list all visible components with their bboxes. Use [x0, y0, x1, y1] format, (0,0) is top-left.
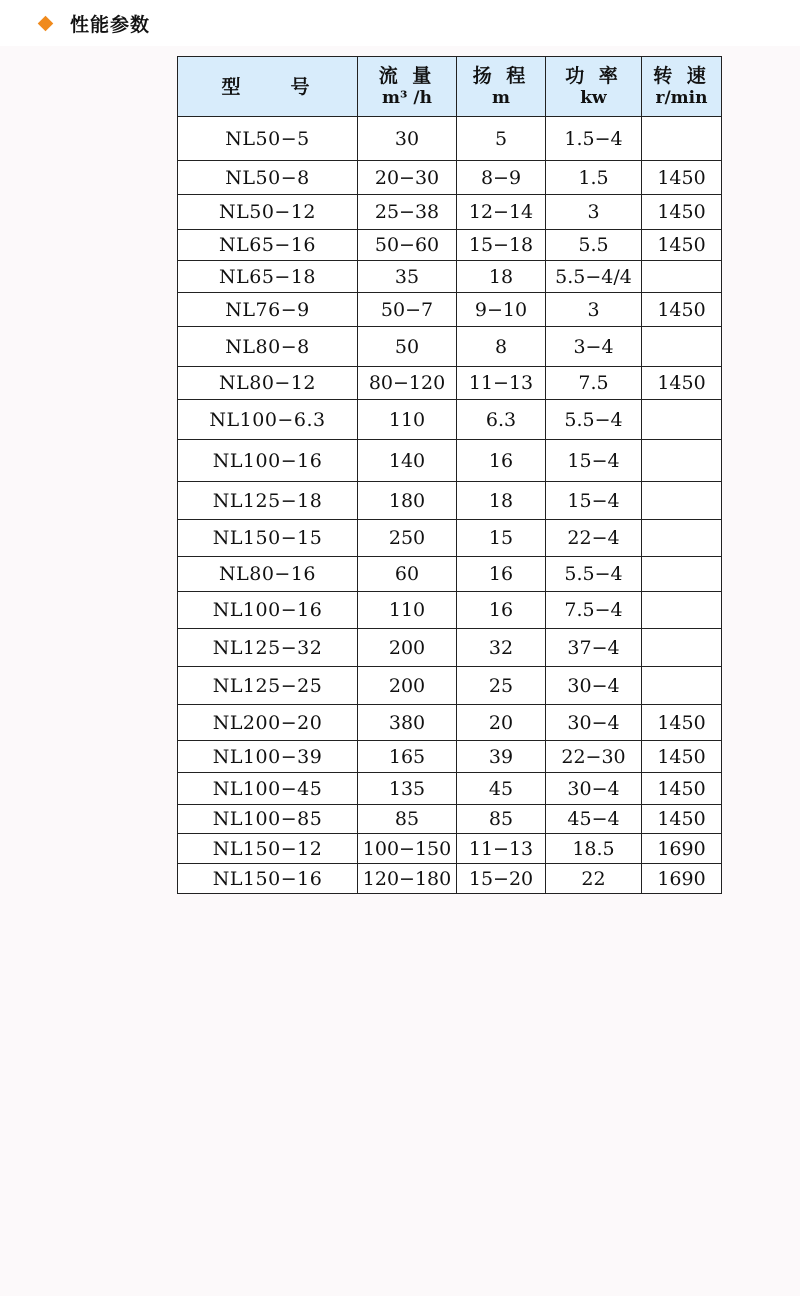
cell-flow: 100−150 [358, 834, 457, 864]
cell-flow: 60 [358, 557, 457, 592]
cell-power: 15−4 [546, 482, 642, 520]
table-row [178, 773, 722, 805]
cell-model: NL200−20 [178, 705, 358, 741]
table-row [178, 400, 722, 440]
section-title: 性能参数 [70, 14, 151, 36]
table-row [178, 482, 722, 520]
header-head: 扬 程 m [457, 57, 546, 117]
cell-flow: 180 [358, 482, 457, 520]
cell-speed: 1450 [642, 773, 722, 805]
cell-model: NL76−9 [178, 293, 358, 327]
cell-head: 16 [457, 557, 546, 592]
cell-head: 6.3 [457, 400, 546, 440]
cell-speed [642, 400, 722, 440]
cell-flow: 80−120 [358, 367, 457, 400]
header-flow: 流 量 m³ /h [358, 57, 457, 117]
cell-speed: 1450 [642, 293, 722, 327]
cell-model: NL65−16 [178, 230, 358, 261]
cell-head: 12−14 [457, 195, 546, 230]
cell-flow: 380 [358, 705, 457, 741]
cell-model: NL50−12 [178, 195, 358, 230]
section-header [0, 0, 800, 46]
cell-power: 5.5−4/4 [546, 261, 642, 293]
cell-head: 25 [457, 667, 546, 705]
cell-flow: 30 [358, 117, 457, 161]
cell-flow: 85 [358, 805, 457, 834]
cell-power: 30−4 [546, 705, 642, 741]
cell-flow: 110 [358, 592, 457, 629]
cell-speed [642, 482, 722, 520]
cell-model: NL125−32 [178, 629, 358, 667]
cell-head: 39 [457, 741, 546, 773]
table-row [178, 592, 722, 629]
cell-speed [642, 520, 722, 557]
cell-model: NL150−12 [178, 834, 358, 864]
cell-model: NL100−16 [178, 592, 358, 629]
cell-power: 3−4 [546, 327, 642, 367]
cell-power: 22−4 [546, 520, 642, 557]
cell-speed: 1450 [642, 741, 722, 773]
cell-speed: 1450 [642, 161, 722, 195]
cell-head: 18 [457, 261, 546, 293]
table-row [178, 705, 722, 741]
table-row [178, 327, 722, 367]
cell-model: NL100−85 [178, 805, 358, 834]
table-row [178, 440, 722, 482]
cell-model: NL100−6.3 [178, 400, 358, 440]
cell-power: 30−4 [546, 773, 642, 805]
cell-head: 20 [457, 705, 546, 741]
cell-model: NL80−8 [178, 327, 358, 367]
cell-power: 7.5 [546, 367, 642, 400]
cell-speed [642, 592, 722, 629]
table-row [178, 520, 722, 557]
cell-head: 16 [457, 440, 546, 482]
table-header-row [178, 57, 722, 117]
cell-head: 18 [457, 482, 546, 520]
table-row [178, 261, 722, 293]
cell-speed: 1450 [642, 195, 722, 230]
cell-speed: 1450 [642, 230, 722, 261]
cell-head: 8 [457, 327, 546, 367]
cell-power: 22−30 [546, 741, 642, 773]
cell-speed: 1450 [642, 367, 722, 400]
cell-speed: 1450 [642, 705, 722, 741]
cell-flow: 20−30 [358, 161, 457, 195]
cell-head: 15 [457, 520, 546, 557]
cell-model: NL65−18 [178, 261, 358, 293]
cell-power: 3 [546, 293, 642, 327]
cell-flow: 135 [358, 773, 457, 805]
cell-flow: 25−38 [358, 195, 457, 230]
cell-head: 15−20 [457, 864, 546, 894]
cell-model: NL125−18 [178, 482, 358, 520]
table-row [178, 805, 722, 834]
cell-speed [642, 629, 722, 667]
cell-model: NL100−39 [178, 741, 358, 773]
table-row [178, 864, 722, 894]
cell-head: 8−9 [457, 161, 546, 195]
cell-flow: 120−180 [358, 864, 457, 894]
cell-model: NL50−5 [178, 117, 358, 161]
table-row [178, 667, 722, 705]
cell-model: NL100−16 [178, 440, 358, 482]
cell-power: 3 [546, 195, 642, 230]
cell-speed [642, 440, 722, 482]
cell-power: 5.5 [546, 230, 642, 261]
cell-power: 1.5−4 [546, 117, 642, 161]
cell-flow: 50−60 [358, 230, 457, 261]
cell-flow: 50 [358, 327, 457, 367]
cell-flow: 165 [358, 741, 457, 773]
cell-model: NL125−25 [178, 667, 358, 705]
table-row [178, 367, 722, 400]
cell-head: 15−18 [457, 230, 546, 261]
cell-head: 9−10 [457, 293, 546, 327]
cell-flow: 200 [358, 629, 457, 667]
cell-head: 45 [457, 773, 546, 805]
cell-flow: 250 [358, 520, 457, 557]
cell-speed [642, 261, 722, 293]
cell-flow: 140 [358, 440, 457, 482]
table-row [178, 741, 722, 773]
cell-head: 11−13 [457, 367, 546, 400]
cell-model: NL150−16 [178, 864, 358, 894]
cell-power: 22 [546, 864, 642, 894]
cell-power: 45−4 [546, 805, 642, 834]
cell-model: NL100−45 [178, 773, 358, 805]
cell-speed [642, 557, 722, 592]
cell-power: 5.5−4 [546, 400, 642, 440]
table-row [178, 557, 722, 592]
table-row [178, 117, 722, 161]
table-body [178, 117, 722, 894]
cell-speed: 1450 [642, 805, 722, 834]
performance-table [177, 56, 722, 894]
cell-power: 1.5 [546, 161, 642, 195]
cell-head: 16 [457, 592, 546, 629]
cell-power: 37−4 [546, 629, 642, 667]
cell-power: 30−4 [546, 667, 642, 705]
table-row [178, 230, 722, 261]
cell-speed [642, 667, 722, 705]
header-model: 型 号 [178, 57, 358, 117]
cell-power: 15−4 [546, 440, 642, 482]
cell-model: NL50−8 [178, 161, 358, 195]
cell-flow: 35 [358, 261, 457, 293]
cell-flow: 50−7 [358, 293, 457, 327]
cell-head: 32 [457, 629, 546, 667]
cell-model: NL150−15 [178, 520, 358, 557]
table-row [178, 629, 722, 667]
cell-power: 5.5−4 [546, 557, 642, 592]
cell-flow: 200 [358, 667, 457, 705]
cell-flow: 110 [358, 400, 457, 440]
cell-speed [642, 117, 722, 161]
cell-model: NL80−16 [178, 557, 358, 592]
table-row [178, 161, 722, 195]
table-row [178, 195, 722, 230]
header-speed: 转 速 r/min [642, 57, 722, 117]
cell-model: NL80−12 [178, 367, 358, 400]
table-row [178, 293, 722, 327]
cell-speed: 1690 [642, 864, 722, 894]
cell-power: 7.5−4 [546, 592, 642, 629]
table-row [178, 834, 722, 864]
diamond-bullet-icon [38, 16, 54, 32]
header-power: 功 率 kw [546, 57, 642, 117]
cell-speed [642, 327, 722, 367]
cell-head: 11−13 [457, 834, 546, 864]
cell-head: 5 [457, 117, 546, 161]
cell-speed: 1690 [642, 834, 722, 864]
cell-power: 18.5 [546, 834, 642, 864]
cell-head: 85 [457, 805, 546, 834]
